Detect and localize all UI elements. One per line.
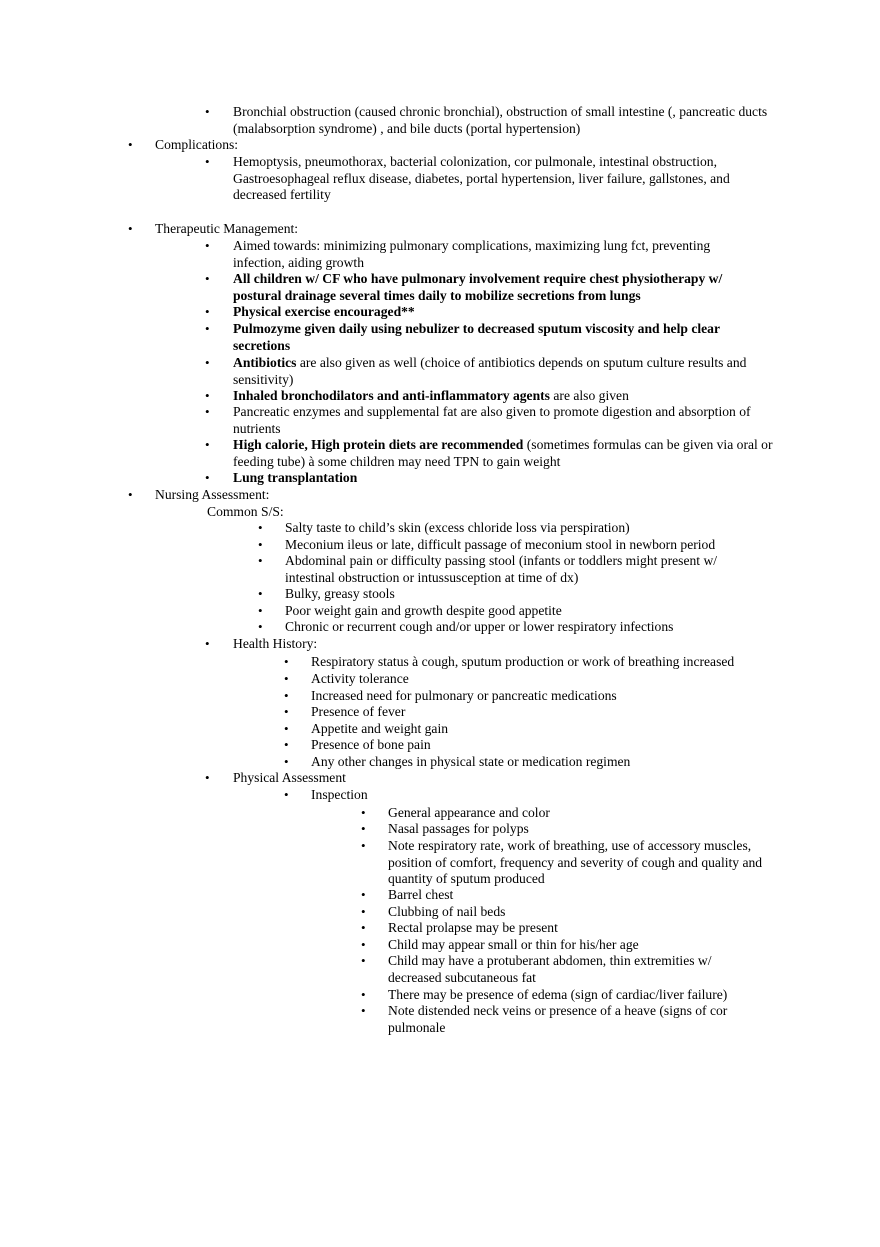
nursing-heading: Nursing Assessment: <box>155 487 270 502</box>
bullet-icon: • <box>361 953 366 968</box>
bullet-icon: • <box>361 1003 366 1018</box>
list-item: Child may appear small or thin for his/her age <box>388 937 639 952</box>
bullet-icon: • <box>205 404 210 419</box>
list-item: Clubbing of nail beds <box>388 904 506 919</box>
bullet-icon: • <box>128 221 133 236</box>
list-item <box>233 470 357 487</box>
bullet-icon: • <box>205 388 210 403</box>
bullet-icon: • <box>205 470 210 485</box>
bullet-icon: • <box>258 586 263 601</box>
list-item <box>233 304 415 321</box>
list-item <box>233 355 783 388</box>
bullet-icon: • <box>205 104 210 119</box>
bullet-icon: • <box>258 619 263 634</box>
bullet-icon: • <box>361 887 366 902</box>
bullet-icon: • <box>361 937 366 952</box>
bullet-icon: • <box>205 636 210 651</box>
bullet-icon: • <box>361 838 366 853</box>
list-item: Abdominal pain or difficulty passing stool (infants or toddlers might present w/ intestinal obstruction or intussusception at time of dx) <box>285 553 718 585</box>
list-item: Increased need for pulmonary or pancreatic medications <box>311 688 617 703</box>
list-item: Bulky, greasy stools <box>285 586 395 601</box>
bullet-icon: • <box>361 920 366 935</box>
list-item <box>233 404 778 437</box>
bullet-icon: • <box>205 321 210 336</box>
bullet-icon: • <box>361 987 366 1002</box>
bullet-icon: • <box>205 238 210 253</box>
aim-text: Aimed towards: minimizing pulmonary complications, maximizing lung fct, preventing infection, aiding growth <box>233 238 711 270</box>
list-item: Presence of fever <box>311 704 406 719</box>
exercise-text: Physical exercise encouraged** <box>233 304 415 319</box>
complications-heading: Complications: <box>155 137 239 152</box>
obstruction-text: Bronchial obstruction (caused chronic bronchial), obstruction of small intestine (, pancreatic ducts (malabsorption syndrome) , and bile ducts (portal hypertension) <box>233 104 768 136</box>
bullet-icon: • <box>205 355 210 370</box>
list-item: Note distended neck veins or presence of a heave (signs of cor pulmonale <box>388 1003 728 1035</box>
bullet-icon: • <box>361 821 366 836</box>
transplant-text: Lung transplantation <box>233 470 358 485</box>
diet-bold: High calorie, High protein diets are recommended <box>233 437 524 452</box>
physical-assessment-heading: Physical Assessment <box>233 770 346 785</box>
bullet-icon: • <box>284 654 289 669</box>
bullet-icon: • <box>128 137 133 152</box>
bullet-icon: • <box>205 271 210 286</box>
list-item <box>233 388 783 405</box>
list-item: Meconium ileus or late, difficult passage of meconium stool in newborn period <box>285 537 716 552</box>
list-item <box>233 154 768 204</box>
list-item: Salty taste to child’s skin (excess chloride loss via perspiration) <box>285 520 630 535</box>
inhaled-text: are also given <box>549 388 629 403</box>
bullet-icon: • <box>284 754 289 769</box>
therapeutic-heading: Therapeutic Management: <box>155 221 299 236</box>
common-ss-heading: Common S/S: <box>207 504 284 519</box>
list-item: Any other changes in physical state or medication regimen <box>311 754 631 769</box>
bullet-icon: • <box>284 688 289 703</box>
list-item: Nasal passages for polyps <box>388 821 529 836</box>
bullet-icon: • <box>128 487 133 502</box>
bullet-icon: • <box>284 737 289 752</box>
list-item <box>233 271 773 304</box>
list-item: Chronic or recurrent cough and/or upper or lower respiratory infections <box>285 619 674 634</box>
list-item: Activity tolerance <box>311 671 409 686</box>
bullet-icon: • <box>361 904 366 919</box>
bullet-icon: • <box>205 437 210 452</box>
bullet-icon: • <box>258 603 263 618</box>
inspection-heading: Inspection <box>311 787 368 802</box>
physio-text: All children w/ CF who have pulmonary involvement require chest physiotherapy w/ postural drainage several times daily to mobilize secretions from lungs <box>233 271 723 303</box>
complications-text: Hemoptysis, pneumothorax, bacterial colonization, cor pulmonale, intestinal obstruction, Gastroesophageal reflux disease, diabetes, portal hypertension, liver failure, gallstones, and decreased fertility <box>233 154 730 203</box>
bullet-icon: • <box>205 304 210 319</box>
list-item: Presence of bone pain <box>311 737 431 752</box>
antibiotics-text: are also given as well (choice of antibiotics depends on sputum culture results and sensitivity) <box>233 355 747 387</box>
list-item: Rectal prolapse may be present <box>388 920 558 935</box>
list-item: Barrel chest <box>388 887 454 902</box>
bullet-icon: • <box>284 787 289 802</box>
inhaled-bold: Inhaled bronchodilators and anti-inflammatory agents <box>233 388 550 403</box>
list-item <box>233 104 778 137</box>
list-item: Respiratory status à cough, sputum production or work of breathing increased <box>311 654 735 669</box>
list-item: Poor weight gain and growth despite good appetite <box>285 603 562 618</box>
list-item <box>233 238 753 271</box>
bullet-icon: • <box>284 671 289 686</box>
bullet-icon: • <box>258 537 263 552</box>
bullet-icon: • <box>205 770 210 785</box>
bullet-icon: • <box>205 154 210 169</box>
list-item: There may be presence of edema (sign of cardiac/liver failure) <box>388 987 728 1002</box>
list-item <box>233 437 778 470</box>
list-item: Appetite and weight gain <box>311 721 449 736</box>
list-item: General appearance and color <box>388 805 550 820</box>
bullet-icon: • <box>284 704 289 719</box>
pulmozyme-text: Pulmozyme given daily using nebulizer to decreased sputum viscosity and help clear secretions <box>233 321 720 353</box>
antibiotics-bold: Antibiotics <box>233 355 297 370</box>
list-item <box>233 321 773 354</box>
bullet-icon: • <box>284 721 289 736</box>
enzymes-text: Pancreatic enzymes and supplemental fat are also given to promote digestion and absorption of nutrients <box>233 404 751 436</box>
list-item: Note respiratory rate, work of breathing, use of accessory muscles, position of comfort, frequency and severity of cough and quality and quantity of sputum produced <box>388 838 763 887</box>
bullet-icon: • <box>258 553 263 568</box>
list-item: Child may have a protuberant abdomen, thin extremities w/ decreased subcutaneous fat <box>388 953 712 985</box>
health-history-heading: Health History: <box>233 636 318 651</box>
bullet-icon: • <box>361 805 366 820</box>
diet-text: (sometimes formulas can be given via oral or feeding tube) à some children may need TPN to gain weight <box>233 437 773 469</box>
bullet-icon: • <box>258 520 263 535</box>
